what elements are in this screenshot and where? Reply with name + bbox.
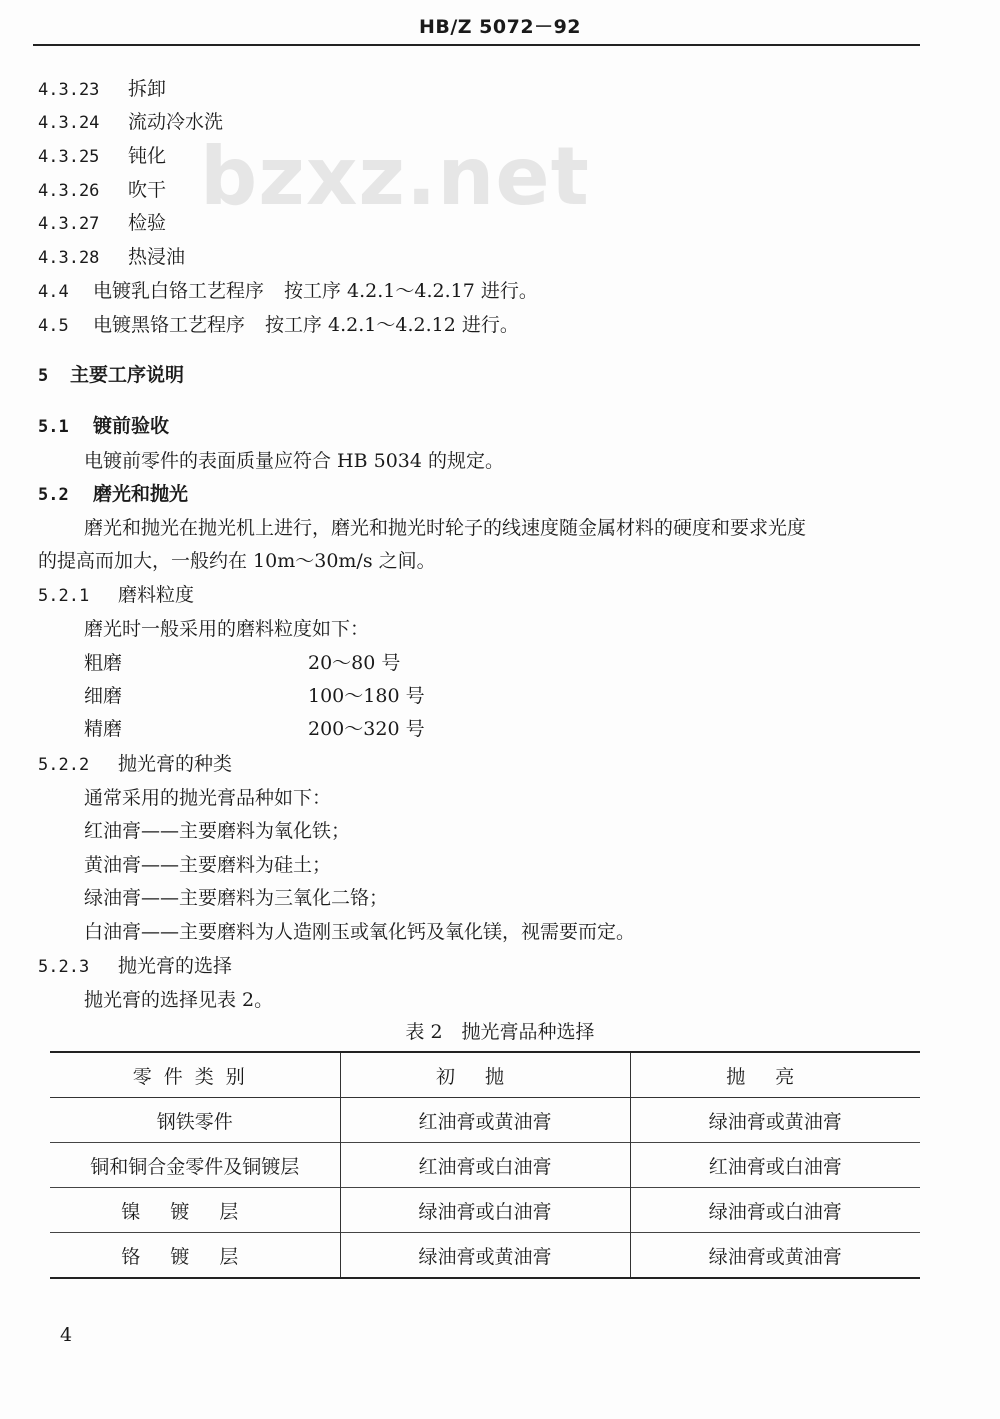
procedure-text: 按工序 4.2.1～4.2.17 进行。 — [284, 280, 538, 302]
table-cell: 绿油膏或黄油膏 — [630, 1233, 920, 1279]
table-cell: 绿油膏或白油膏 — [630, 1188, 920, 1233]
procedure-number: 4.4 — [38, 282, 69, 302]
subsection-title: 磨光和抛光 — [93, 483, 189, 505]
step-line — [38, 107, 223, 134]
table-header-cell: 抛亮 — [630, 1052, 920, 1098]
procedure-title: 电镀黑铬工艺程序 — [93, 314, 246, 336]
step-text: 热浸油 — [128, 246, 186, 268]
table-caption: 表 2 抛光膏品种选择 — [405, 1021, 595, 1043]
grit-name: 精磨 — [84, 718, 123, 740]
step-number: 4.3.24 — [38, 113, 100, 133]
section-number: 5 — [38, 366, 49, 386]
table-cell: 绿油膏或黄油膏 — [630, 1098, 920, 1143]
procedure-title: 电镀乳白铬工艺程序 — [93, 280, 265, 302]
table-cell: 镍镀层 — [121, 1200, 269, 1223]
subsection-number: 5.2.3 — [38, 957, 90, 977]
paste-item: 红油膏——主要磨料为氧化铁； — [84, 820, 351, 842]
watermark: bzxz.net — [200, 130, 590, 223]
table-header-row — [50, 1052, 920, 1098]
subsection-heading — [38, 580, 194, 607]
paragraph-continued: 的提高而加大，一般约在 10m～30m/s 之间。 — [38, 550, 436, 572]
table-cell: 红油膏或白油膏 — [340, 1143, 630, 1188]
grit-value: 200～320 号 — [308, 718, 425, 740]
grit-name: 细磨 — [84, 685, 123, 707]
step-text: 检验 — [128, 212, 167, 234]
subsection-number: 5.2.2 — [38, 755, 90, 775]
paragraph: 电镀前零件的表面质量应符合 HB 5034 的规定。 — [84, 450, 505, 472]
procedure-number: 4.5 — [38, 316, 69, 336]
subsection-number: 5.2 — [38, 485, 69, 505]
step-text: 流动冷水洗 — [128, 111, 224, 133]
paste-item: 白油膏——主要磨料为人造刚玉或氧化钙及氧化镁，视需要而定。 — [84, 921, 636, 943]
table-cell: 绿油膏或黄油膏 — [340, 1233, 630, 1279]
polishing-paste-table — [50, 1051, 920, 1279]
paragraph: 抛光膏的选择见表 2。 — [84, 989, 274, 1011]
subsection-title: 镀前验收 — [93, 415, 170, 437]
grit-value: 100～180 号 — [308, 685, 425, 707]
step-line — [38, 74, 166, 101]
table-row — [50, 1143, 920, 1188]
step-number: 4.3.28 — [38, 248, 100, 268]
grit-name: 粗磨 — [84, 652, 123, 674]
table-header-cell: 零件类别 — [132, 1065, 257, 1088]
header-rule — [33, 44, 920, 46]
step-number: 4.3.27 — [38, 214, 100, 234]
subsection-title: 磨料粒度 — [118, 584, 195, 606]
step-line — [38, 208, 166, 235]
step-text: 吹干 — [128, 179, 167, 201]
table-row — [50, 1188, 920, 1233]
subsection-title: 抛光膏的种类 — [118, 753, 233, 775]
paragraph: 磨光时一般采用的磨料粒度如下： — [84, 618, 370, 640]
grit-row — [84, 714, 425, 741]
procedure-text: 按工序 4.2.1～4.2.12 进行。 — [265, 314, 519, 336]
table-cell: 红油膏或白油膏 — [630, 1143, 920, 1188]
procedure-line — [38, 310, 519, 337]
step-text: 钝化 — [128, 145, 167, 167]
paste-item: 绿油膏——主要磨料为三氧化二铬； — [84, 887, 389, 909]
table-cell: 铬镀层 — [121, 1245, 269, 1268]
grit-row — [84, 681, 425, 708]
step-number: 4.3.26 — [38, 181, 100, 201]
subsection-heading — [38, 411, 169, 438]
table-header-cell: 初抛 — [340, 1052, 630, 1098]
grit-value: 20～80 号 — [308, 652, 401, 674]
section-heading — [38, 360, 184, 387]
section-title: 主要工序说明 — [70, 364, 185, 386]
page-number: 4 — [60, 1324, 73, 1346]
subsection-title: 抛光膏的选择 — [118, 955, 233, 977]
step-number: 4.3.23 — [38, 80, 100, 100]
subsection-heading — [38, 749, 232, 776]
grit-row — [84, 648, 400, 675]
procedure-line — [38, 276, 538, 303]
step-line — [38, 175, 166, 202]
step-line — [38, 141, 166, 168]
step-line — [38, 242, 185, 269]
step-text: 拆卸 — [128, 78, 167, 100]
table-row — [50, 1233, 920, 1279]
subsection-number: 5.2.1 — [38, 586, 90, 606]
paragraph: 通常采用的抛光膏品种如下： — [84, 787, 332, 809]
paragraph: 磨光和抛光在抛光机上进行，磨光和抛光时轮子的线速度随金属材料的硬度和要求光度 — [84, 517, 807, 539]
subsection-number: 5.1 — [38, 417, 69, 437]
table-cell: 红油膏或黄油膏 — [340, 1098, 630, 1143]
table-cell: 钢铁零件 — [156, 1110, 233, 1133]
subsection-heading — [38, 951, 232, 978]
table-row — [50, 1098, 920, 1143]
paste-item: 黄油膏——主要磨料为硅土； — [84, 854, 332, 876]
table-cell: 铜和铜合金零件及铜镀层 — [90, 1155, 300, 1178]
standard-code-header: HB/Z 5072－92 — [418, 16, 582, 38]
table-cell: 绿油膏或白油膏 — [340, 1188, 630, 1233]
step-number: 4.3.25 — [38, 147, 100, 167]
subsection-heading — [38, 479, 188, 506]
